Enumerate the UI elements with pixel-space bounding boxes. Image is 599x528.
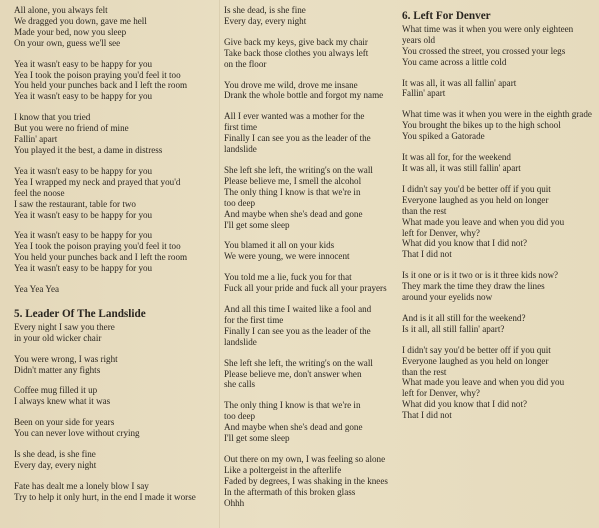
lyric-line: They mark the time they draw the lines	[402, 281, 545, 292]
lyric-line: around your eyelids now	[402, 292, 493, 303]
lyric-line: That I did not	[402, 410, 452, 421]
lyric-stanza	[14, 5, 210, 49]
lyric-line: Finally I can see you as the leader of the	[224, 325, 371, 336]
lyric-stanza	[224, 272, 394, 294]
lyric-stanza	[224, 111, 394, 155]
lyric-line: too deep	[224, 411, 256, 422]
lyric-stanza	[14, 417, 210, 439]
lyric-stanza	[14, 449, 210, 471]
lyric-line: Yea it wasn't easy to be happy for you	[14, 230, 153, 241]
lyric-line: I know that you tried	[14, 112, 91, 123]
lyric-line: Drank the whole bottle and forgot my name	[224, 90, 384, 101]
lyric-line: left for Denver, why?	[402, 227, 480, 238]
lyric-line: Yea Yea Yea	[14, 284, 60, 295]
lyric-line: I'll get some sleep	[224, 433, 290, 444]
lyric-stanza	[402, 109, 592, 142]
lyric-line: It was all for, for the weekend	[402, 152, 511, 163]
lyric-line: She left she left, the writing's on the wall	[224, 164, 373, 175]
lyric-line: Is she dead, is she fine	[14, 449, 96, 460]
lyric-line: Everyone laughed as you held on longer	[402, 194, 549, 205]
lyric-line: Everyone laughed as you held on longer	[402, 355, 549, 366]
lyric-line: Yea it wasn't easy to be happy for you	[14, 58, 153, 69]
lyric-line: Give back my keys, give back my chair	[224, 36, 368, 47]
lyric-stanza	[14, 112, 210, 156]
lyric-stanza	[224, 37, 394, 70]
lyric-stanza	[402, 24, 592, 68]
lyric-line: In the aftermath of this broken glass	[224, 486, 356, 497]
lyric-line: Try to help it only hurt, in the end I made it worse	[14, 491, 196, 502]
lyric-line: Fate has dealt me a lonely blow I say	[14, 480, 149, 491]
lyric-line: We were young, we were innocent	[224, 251, 350, 262]
lyric-line: You played it the best, a dame in distress	[14, 144, 163, 155]
lyric-line: in your old wicker chair	[14, 332, 102, 343]
lyric-stanza	[14, 354, 210, 376]
lyric-stanza	[14, 481, 210, 503]
lyric-line: And maybe when she's dead and gone	[224, 208, 363, 219]
lyric-line: than the rest	[402, 366, 447, 377]
lyric-stanza	[14, 322, 210, 344]
lyric-line: Out there on my own, I was feeling so alone	[224, 454, 386, 464]
lyric-line: The only thing I know is that we're in	[224, 400, 361, 411]
lyric-line: Faded by degrees, I was shaking in the knees	[224, 475, 388, 486]
lyric-line: You crossed the street, you crossed your legs	[402, 45, 566, 56]
lyric-line: We dragged you down, gave me hell	[14, 15, 147, 26]
song-title: 6. Left For Denver	[402, 10, 491, 22]
lyric-line: Is she dead, is she fine	[224, 5, 306, 15]
lyric-line: You held your punches back and I left the room	[14, 80, 188, 91]
lyric-line: You spiked a Gatorade	[402, 131, 485, 142]
lyric-line: for the first time	[224, 314, 284, 325]
lyric-stanza	[224, 5, 394, 27]
lyric-line: I didn't say you'd be better off if you quit	[402, 183, 551, 194]
lyric-line: What time was it when you were in the eighth grade	[402, 109, 592, 120]
lyric-line: Every night I saw you there	[14, 321, 115, 332]
page-fold	[219, 0, 220, 528]
lyric-stanza	[402, 184, 592, 260]
lyric-line: left for Denver, why?	[402, 388, 480, 399]
lyric-line: What did you know that I did not?	[402, 238, 528, 249]
lyric-stanza	[402, 78, 592, 100]
lyric-line: It was all, it was still fallin' apart	[402, 162, 521, 173]
lyric-line: What made you leave and when you did you	[402, 216, 565, 227]
lyric-line: You came across a little cold	[402, 56, 507, 67]
lyric-stanza	[14, 59, 210, 103]
lyric-line: landslide	[224, 144, 257, 155]
lyric-line: Every day, every night	[224, 15, 307, 26]
lyric-line: Fuck all your pride and fuck all your prayers	[224, 283, 387, 294]
lyric-line: Made your bed, now you sleep	[14, 26, 127, 37]
lyric-stanza	[224, 400, 394, 444]
lyric-line: feel the noose	[14, 187, 65, 198]
lyric-line: Been on your side for years	[14, 417, 115, 428]
lyric-line: Didn't matter any fights	[14, 364, 101, 375]
lyric-line: It was all, it was all fallin' apart	[402, 77, 517, 88]
lyric-line: You told me a lie, fuck you for that	[224, 272, 352, 283]
lyric-line: Like a poltergeist in the afterlife	[224, 464, 342, 475]
lyrics-column-middle	[224, 5, 394, 519]
lyric-line: All I ever wanted was a mother for the	[224, 111, 365, 122]
lyric-line: On your own, guess we'll see	[14, 37, 121, 48]
lyric-line: Is it all, all still fallin' apart?	[402, 323, 505, 334]
lyric-stanza	[224, 358, 394, 391]
lyric-line: You brought the bikes up to the high school	[402, 120, 561, 131]
lyric-line: Please believe me, I smell the alcohol	[224, 175, 362, 186]
lyric-line: than the rest	[402, 205, 447, 216]
lyric-line: Fallin' apart	[14, 134, 58, 145]
lyric-stanza	[14, 284, 210, 295]
lyric-line: years old	[402, 34, 436, 45]
lyric-line: on the floor	[224, 58, 267, 69]
lyric-line: But you were no friend of mine	[14, 123, 129, 134]
lyric-line: And maybe when she's dead and gone	[224, 422, 363, 433]
lyric-line: too deep	[224, 197, 256, 208]
lyrics-column-left	[14, 5, 210, 513]
lyric-line: Yea it wasn't easy to be happy for you	[14, 209, 153, 220]
lyric-line: I'll get some sleep	[224, 219, 290, 230]
lyric-line: You held your punches back and I left the room	[14, 252, 188, 263]
lyric-line: she calls	[224, 379, 256, 390]
lyric-line: landslide	[224, 336, 257, 347]
lyric-line: Finally I can see you as the leader of the	[224, 133, 371, 144]
lyric-line: All alone, you always felt	[14, 5, 108, 15]
lyric-line: Please believe me, don't answer when	[224, 368, 362, 379]
lyric-line: first time	[224, 122, 258, 133]
lyric-line: Yea I took the poison praying you'd feel it too	[14, 241, 181, 252]
lyrics-column-right	[402, 5, 592, 431]
lyric-line: I always knew what it was	[14, 396, 111, 407]
lyric-line: Yea it wasn't easy to be happy for you	[14, 263, 153, 274]
lyric-stanza	[402, 152, 592, 174]
lyric-stanza	[224, 240, 394, 262]
lyric-line: Yea it wasn't easy to be happy for you	[14, 165, 153, 176]
lyric-line: Fallin' apart	[402, 88, 446, 99]
lyric-line: Take back those clothes you always left	[224, 47, 369, 58]
lyric-stanza	[224, 304, 394, 348]
lyric-line: Every day, every night	[14, 460, 97, 470]
lyric-line: Ohhh	[224, 497, 245, 508]
lyric-stanza	[402, 345, 592, 421]
lyric-line: And all this time I waited like a fool and	[224, 304, 372, 315]
lyric-stanza	[224, 80, 394, 102]
lyric-line: Yea it wasn't easy to be happy for you	[14, 91, 153, 102]
lyric-line: The only thing I know is that we're in	[224, 186, 361, 197]
lyric-line: I saw the restaurant, table for two	[14, 198, 136, 209]
lyric-line: Is it one or is it two or is it three kids now?	[402, 270, 559, 281]
lyric-line: She left she left, the writing's on the wall	[224, 357, 373, 368]
lyric-stanza	[224, 165, 394, 230]
lyric-line: You drove me wild, drove me insane	[224, 79, 358, 90]
lyric-line: Yea I wrapped my neck and prayed that you'd	[14, 176, 181, 187]
lyric-stanza	[14, 230, 210, 274]
lyric-line: That I did not	[402, 249, 452, 260]
lyric-line: What did you know that I did not?	[402, 399, 528, 410]
lyric-line: You blamed it all on your kids	[224, 240, 335, 251]
lyric-line: I didn't say you'd be better off if you quit	[402, 344, 551, 355]
lyric-line: What made you leave and when you did you	[402, 377, 565, 388]
song-title: 5. Leader Of The Landslide	[14, 307, 146, 320]
lyric-line: You can never love without crying	[14, 428, 140, 439]
lyric-line: Coffee mug filled it up	[14, 385, 98, 396]
lyric-line: Yea I took the poison praying you'd feel it too	[14, 69, 181, 80]
lyric-stanza	[224, 454, 394, 509]
lyric-stanza	[14, 385, 210, 407]
lyric-stanza	[402, 313, 592, 335]
lyric-line: What time was it when you were only eighteen	[402, 23, 574, 34]
lyric-stanza	[14, 166, 210, 221]
lyric-line: You were wrong, I was right	[14, 353, 118, 364]
lyric-stanza	[402, 270, 592, 303]
lyric-line: And is it all still for the weekend?	[402, 312, 526, 323]
